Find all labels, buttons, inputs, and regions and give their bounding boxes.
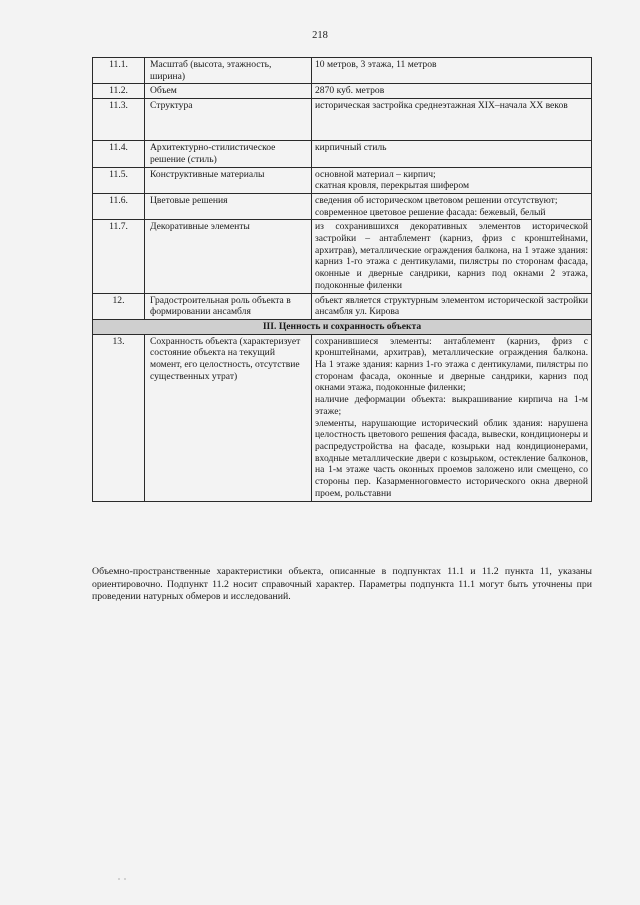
row-number: 11.4. [93, 141, 145, 167]
row-name: Градостроительная роль объекта в формировании ансамбля [145, 293, 312, 319]
section-heading: III. Ценность и сохранность объекта [93, 319, 592, 334]
row-name: Цветовые решения [145, 193, 312, 219]
row-name: Масштаб (высота, этажность, ширина) [145, 58, 312, 84]
page-number: 218 [312, 30, 328, 41]
row-number: 11.1. [93, 58, 145, 84]
table-row [93, 293, 592, 319]
characteristics-table [92, 57, 592, 502]
row-value: из сохранившихся декоративных элементов исторической застройки – антаблемент (карниз, фриз с кронштейнами, архитрав), металлические ограждения балкона, на 1 этаже здания: карниз 1-го этажа с дентикулами, пилястры по сторонам фасада, оконные и дверные сандрики, карниз под окнами 2 этажа, подоконные филенки [312, 220, 592, 293]
table-row [93, 220, 592, 293]
table-row [93, 84, 592, 99]
row-value: сведения об историческом цветовом решении отсутствуют; современное цветовое решение фасада: бежевый, белый [312, 193, 592, 219]
row-name: Объем [145, 84, 312, 99]
row-value: 2870 куб. метров [312, 84, 592, 99]
row-name: Конструктивные материалы [145, 167, 312, 193]
table-row [93, 167, 592, 193]
section-heading-row [93, 319, 592, 334]
row-value: 10 метров, 3 этажа, 11 метров [312, 58, 592, 84]
row-value: основной материал – кирпич; скатная кровля, перекрытая шифером [312, 167, 592, 193]
row-number: 11.6. [93, 193, 145, 219]
table-row [93, 334, 592, 501]
row-number: 11.7. [93, 220, 145, 293]
row-number: 13. [93, 334, 145, 501]
table-row [93, 193, 592, 219]
row-number: 12. [93, 293, 145, 319]
row-value: сохранившиеся элементы: антаблемент (карниз, фриз с кронштейнами, архитрав), металлические ограждения балкона. На 1 этаже здания: карниз 1-го этажа с дентикулами, пилястры по сторонам фасада, оконные и дверные сандрики, карниз под окнами этажа, подоконные филенки; наличие деформации объекта: выкрашивание кирпича на 1-м этаже; элементы, нарушающие исторический облик здания: нарушена целостность цветового решения фасада, вывески, кондиционеры и распредустройства на фасаде, козырьки над кондиционерами, входные металлические двери с козырьком, остекление балконов, на 1-м этаже часть оконных проемов заложено или смещено, со стороны пер. Казарменноговместо исторического окна дверной проем, рольставни [312, 334, 592, 501]
row-name: Архитектурно-стилистическое решение (стиль) [145, 141, 312, 167]
row-number: 11.3. [93, 99, 145, 141]
row-value: объект является структурным элементом исторической застройки ансамбля ул. Кирова [312, 293, 592, 319]
row-number: 11.5. [93, 167, 145, 193]
row-name: Сохранность объекта (характеризует состояние объекта на текущий момент, его целостность, отсутствие существенных утрат) [145, 334, 312, 501]
row-value: историческая застройка среднеэтажная XIX–начала XX веков [312, 99, 592, 141]
table-row [93, 99, 592, 141]
row-name: Декоративные элементы [145, 220, 312, 293]
row-value: кирпичный стиль [312, 141, 592, 167]
scan-artifact [118, 867, 132, 869]
row-number: 11.2. [93, 84, 145, 99]
row-name: Структура [145, 99, 312, 141]
footnote-paragraph: Объемно-пространственные характеристики объекта, описанные в подпунктах 11.1 и 11.2 пункта 11, указаны ориентировочно. Подпункт 11.2 носит справочный характер. Параметры подпункта 11.1 могут быть уточнены при проведении натурных обмеров и исследований. [92, 566, 592, 603]
table-row [93, 58, 592, 84]
table-row [93, 141, 592, 167]
